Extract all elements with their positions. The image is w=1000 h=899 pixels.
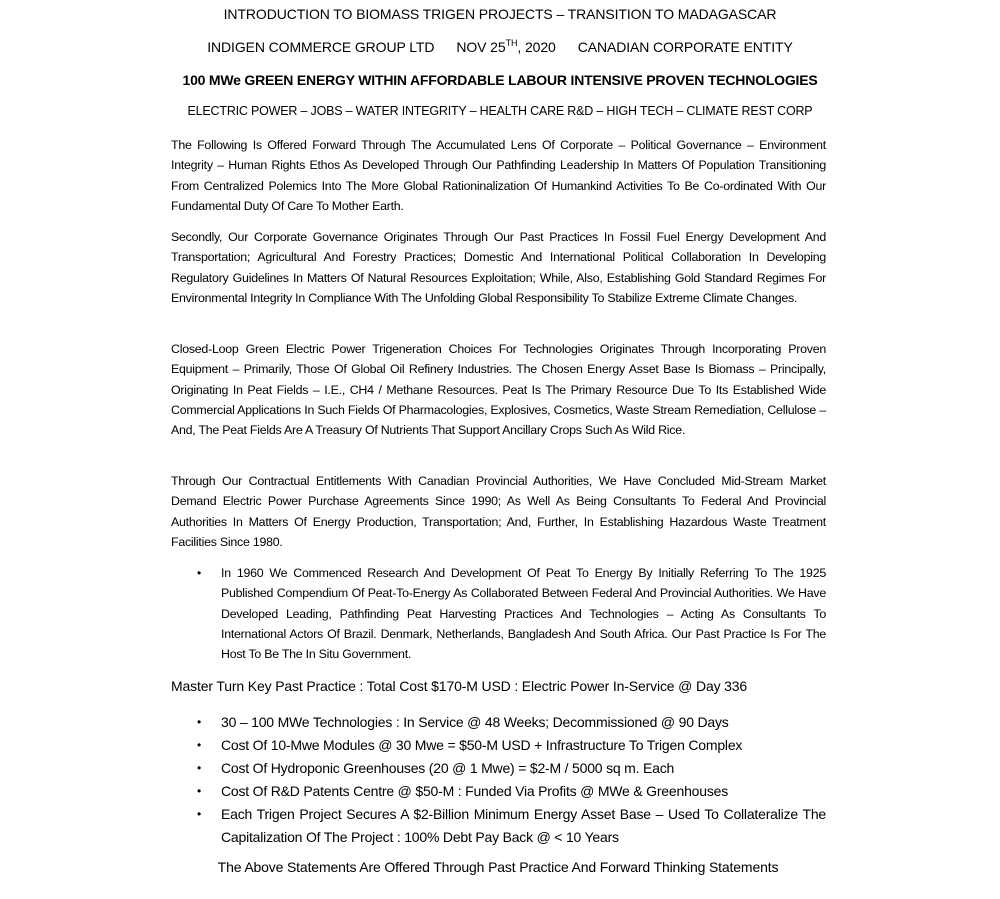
master-turnkey-line: Master Turn Key Past Practice : Total Cost $170-M USD : Electric Power In-Service @ Day 336: [171, 678, 748, 694]
bullet-icon: •: [197, 807, 202, 821]
paragraph-technology: Closed-Loop Green Electric Power Trigeneration Choices For Technologies Originates Through Incorporating Proven Equipment – Primarily, Those Of Global Oil Refinery Industries. The Chosen Energy Asset Base Is Biomass – Principally, Originating In Peat Fields – I.E., CH4 / Methane Resources. Peat Is The Primary Resource Due To Its Established Wide Commercial Applications In Such Fields Of Pharmacologies, Explosives, Cosmetics, Waste Stream Remediation, Cellulose – And, The Peat Fields Are A Treasury Of Nutrients That Support Ancillary Crops Such As Wild Rice.: [171, 342, 826, 438]
list-item-text: 30 – 100 MWe Technologies : In Service @ 48 Weeks; Decommissioned @ 90 Days: [221, 714, 729, 730]
paragraph-entitlements: Through Our Contractual Entitlements With Canadian Provincial Authorities, We Have Concluded Mid-Stream Market Demand Electric Power Purchase Agreements Since 1990; As Well As Being Consultants To Federal And Provincial Authorities In Matters Of Energy Production, Transportation; And, Further, In Establishing Hazardous Waste Treatment Facilities Since 1980.: [171, 474, 826, 549]
list-item: [197, 711, 826, 734]
list-item: [197, 734, 826, 757]
document-date: NOV 25TH, 2020: [456, 38, 556, 55]
document-title: INTRODUCTION TO BIOMASS TRIGEN PROJECTS – TRANSITION TO MADAGASCAR: [223, 6, 777, 22]
paragraph-intro: The Following Is Offered Forward Through The Accumulated Lens Of Corporate – Political Governance – Environment Integrity – Human Rights Ethos As Developed Through Our Pathfinding Leadership In Matters Of Population Transitioning From Centralized Polemics Into The More Global Rationinalization Of Humankind Activities To Be Co-ordinated With Our Fundamental Duty Of Care To Mother Earth.: [171, 138, 826, 213]
list-item-text: Cost Of Hydroponic Greenhouses (20 @ 1 Mwe) = $2-M / 5000 sq m. Each: [221, 760, 675, 776]
list-item: [197, 803, 826, 849]
cost-bullet-list: [0, 711, 826, 849]
list-item: [197, 757, 826, 780]
subheadline: ELECTRIC POWER – JOBS – WATER INTEGRITY – HEALTH CARE R&D – HIGH TECH – CLIMATE REST CORP: [187, 104, 813, 118]
bullet-icon: •: [197, 761, 202, 775]
list-item: [197, 563, 826, 664]
headline: 100 MWe GREEN ENERGY WITHIN AFFORDABLE LABOUR INTENSIVE PROVEN TECHNOLOGIES: [182, 72, 818, 88]
bullet-icon: •: [197, 715, 202, 729]
bullet-icon: •: [197, 784, 202, 798]
closing-statement: The Above Statements Are Offered Through Past Practice And Forward Thinking Statements: [217, 859, 779, 875]
bullet-icon: •: [197, 566, 201, 580]
list-item: [197, 780, 826, 803]
list-item-text: Cost Of 10-Mwe Modules @ 30 Mwe = $50-M USD + Infrastructure To Trigen Complex: [221, 737, 743, 753]
list-item-text: Cost Of R&D Patents Centre @ $50-M : Funded Via Profits @ MWe & Greenhouses: [221, 783, 729, 799]
corporate-entity: CANADIAN CORPORATE ENTITY: [577, 39, 793, 55]
list-item-text: Each Trigen Project Secures A $2-Billion Minimum Energy Asset Base – Used To Collateralize The Capitalization Of The Project : 100% Debt Pay Back @ < 10 Years: [221, 806, 826, 845]
header-info-line: [0, 39, 1000, 55]
history-bullet-list: [0, 563, 826, 664]
list-item-text: In 1960 We Commenced Research And Development Of Peat To Energy By Initially Referring To The 1925 Published Compendium Of Peat-To-Energy As Collaborated Between Federal And Provincial Authorities. We Have Developed Leading, Pathfinding Peat Harvesting Practices And Technologies – Acting As Consultants To International Actors Of Brazil. Denmark, Netherlands, Bangladesh And South Africa. Our Past Practice Is For The Host To Be The In Situ Government.: [221, 566, 826, 662]
company-name: INDIGEN COMMERCE GROUP LTD: [207, 39, 435, 55]
paragraph-governance: Secondly, Our Corporate Governance Originates Through Our Past Practices In Fossil Fuel Energy Development And Transportation; Agricultural And Forestry Practices; Domestic And International Political Collaboration In Developing Regulatory Guidelines In Matters Of Natural Resources Exploitation; While, Also, Establishing Gold Standard Regimes For Environmental Integrity In Compliance With The Unfolding Global Responsibility To Stabilize Extreme Climate Changes.: [171, 230, 826, 305]
bullet-icon: •: [197, 738, 202, 752]
